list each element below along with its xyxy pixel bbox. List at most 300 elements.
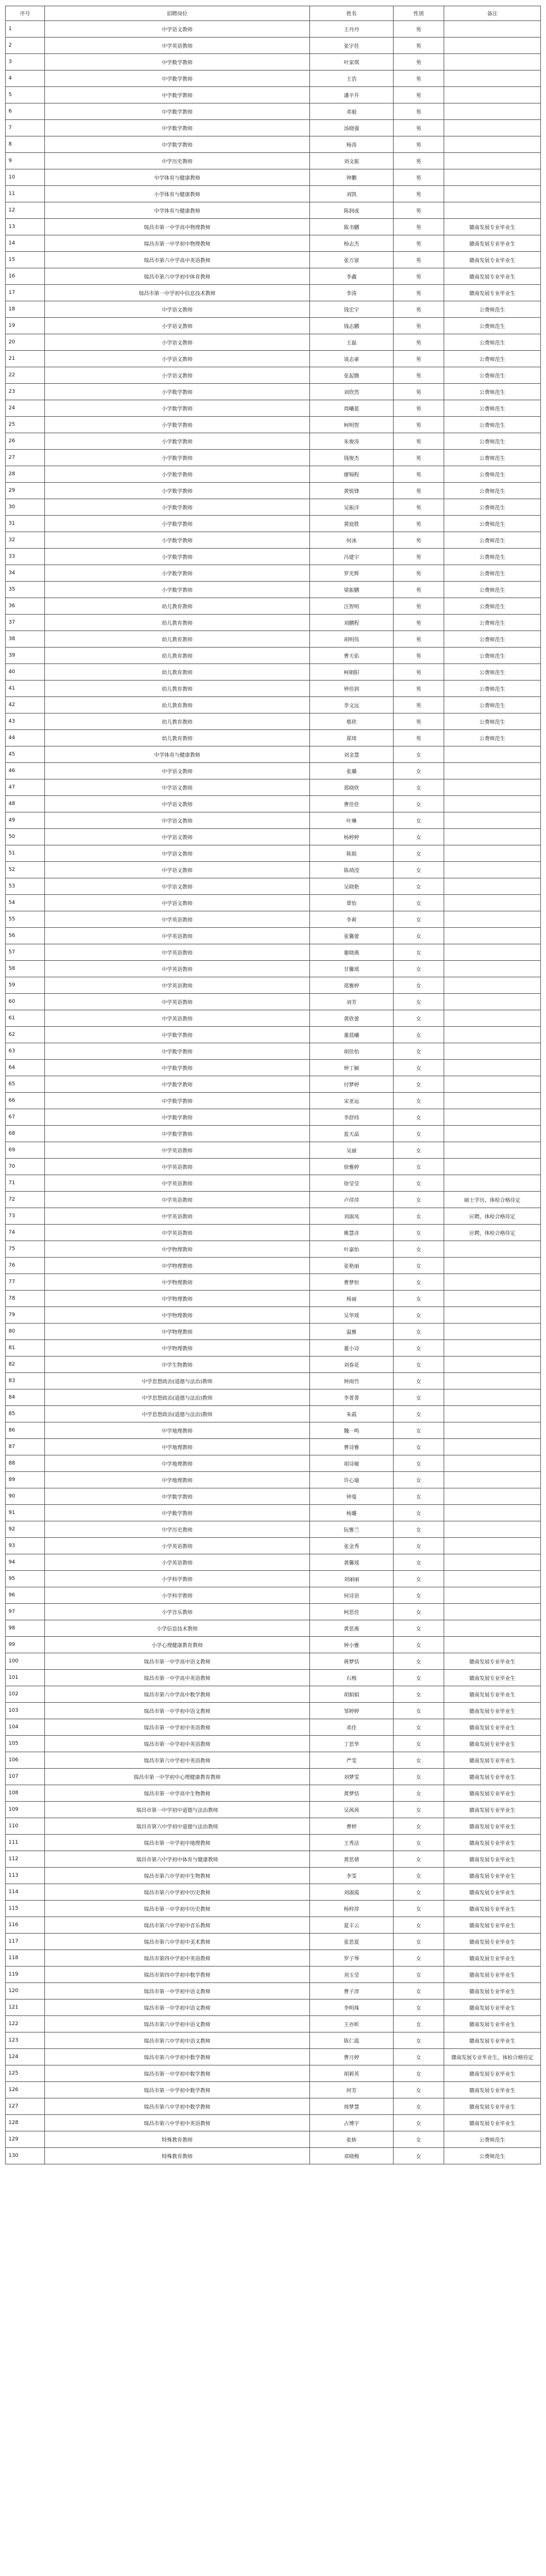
cell-name: 蔡欣 (310, 714, 394, 730)
cell-serial-number: 60 (6, 994, 45, 1010)
cell-remarks (444, 944, 541, 961)
cell-position: 瑞昌市第六中学初中数学教师 (45, 2098, 310, 2115)
cell-name: 吴振洋 (310, 499, 394, 516)
cell-name: 李雯 (310, 1868, 394, 1884)
cell-remarks: 赣南发展专业毕业生 (444, 219, 541, 235)
cell-gender: 男 (394, 202, 444, 219)
table-row (6, 1373, 541, 1389)
cell-gender: 男 (394, 252, 444, 268)
cell-name: 徐莹莹 (310, 1175, 394, 1192)
cell-position: 小学数学教师 (45, 483, 310, 499)
cell-name: 刘淑凤 (310, 1208, 394, 1225)
table-row (6, 1835, 541, 1851)
cell-position: 瑞昌市第一中学初中道德与法治教师 (45, 1802, 310, 1818)
cell-serial-number: 108 (6, 1785, 45, 1802)
cell-gender: 女 (394, 1389, 444, 1406)
cell-position: 中学数学教师 (45, 1126, 310, 1142)
cell-remarks: 公费师范生 (444, 582, 541, 598)
cell-serial-number: 126 (6, 2082, 45, 2098)
table-row (6, 1967, 541, 1983)
table-row (6, 2049, 541, 2065)
cell-serial-number: 58 (6, 961, 45, 977)
header-row (6, 6, 541, 21)
cell-name: 胡娟娟 (310, 1686, 394, 1703)
table-row (6, 1868, 541, 1884)
cell-name: 蓝天晶 (310, 1126, 394, 1142)
table-row (6, 417, 541, 433)
cell-remarks: 公费师范生 (444, 384, 541, 400)
cell-gender: 女 (394, 1818, 444, 1835)
cell-serial-number: 41 (6, 681, 45, 697)
cell-gender: 女 (394, 796, 444, 812)
cell-serial-number: 64 (6, 1060, 45, 1076)
cell-position: 中学英语教师 (45, 944, 310, 961)
cell-serial-number: 111 (6, 1835, 45, 1851)
cell-name: 潘平升 (310, 87, 394, 103)
table-row (6, 1917, 541, 1934)
cell-remarks: 公费师范生 (444, 598, 541, 615)
cell-serial-number: 103 (6, 1703, 45, 1719)
cell-remarks (444, 1439, 541, 1455)
cell-position: 瑞昌市第四中学初中英语教师 (45, 1950, 310, 1967)
cell-position: 瑞昌市第六中学初中音乐教师 (45, 1917, 310, 1934)
cell-position: 瑞昌市第六中学初中数学教师 (45, 2049, 310, 2065)
cell-remarks: 赣南发展专业毕业生 (444, 1967, 541, 1983)
cell-remarks (444, 1637, 541, 1653)
table-row (6, 763, 541, 779)
cell-remarks (444, 1488, 541, 1505)
table-row (6, 1769, 541, 1785)
cell-serial-number: 9 (6, 153, 45, 169)
cell-name: 钱志鹏 (310, 318, 394, 334)
cell-position: 幼儿教育教师 (45, 714, 310, 730)
cell-position: 小学数学教师 (45, 549, 310, 565)
cell-position: 中学数学教师 (45, 1093, 310, 1109)
cell-remarks (444, 1571, 541, 1587)
table-row (6, 1488, 541, 1505)
table-row (6, 730, 541, 746)
cell-serial-number: 79 (6, 1307, 45, 1324)
table-row (6, 2032, 541, 2049)
table-row (6, 944, 541, 961)
table-row (6, 450, 541, 466)
cell-gender: 男 (394, 285, 444, 301)
table-row (6, 516, 541, 532)
cell-remarks (444, 1027, 541, 1043)
cell-name: 占博宇 (310, 2115, 394, 2131)
table-row (6, 2148, 541, 2164)
cell-gender: 男 (394, 483, 444, 499)
cell-name: 夏丰云 (310, 1917, 394, 1934)
table-row (6, 2131, 541, 2148)
cell-name: 张璐 (310, 763, 394, 779)
table-row (6, 1521, 541, 1538)
table-row (6, 862, 541, 878)
cell-remarks: 赣南发展专业毕业生 (444, 285, 541, 301)
cell-name: 周曦蓝 (310, 400, 394, 417)
cell-serial-number: 26 (6, 433, 45, 450)
table-row (6, 1983, 541, 2000)
cell-name: 曹婷 (310, 1818, 394, 1835)
cell-gender: 男 (394, 169, 444, 186)
hiring-results-table (5, 6, 541, 2164)
cell-gender: 女 (394, 1258, 444, 1274)
cell-position: 中学数学教师 (45, 1076, 310, 1093)
cell-gender: 女 (394, 1884, 444, 1901)
table-row (6, 70, 541, 87)
cell-gender: 女 (394, 1472, 444, 1488)
cell-position: 瑞昌市第六中学高中数学教师 (45, 1686, 310, 1703)
cell-gender: 男 (394, 70, 444, 87)
cell-name: 陈娟 (310, 845, 394, 862)
table-row (6, 2016, 541, 2032)
cell-gender: 女 (394, 1010, 444, 1027)
cell-position: 中学英语教师 (45, 961, 310, 977)
cell-remarks (444, 1389, 541, 1406)
table-row (6, 928, 541, 944)
table-row (6, 994, 541, 1010)
cell-remarks: 赣南发展专业毕业生 (444, 2065, 541, 2082)
cell-position: 中学体育与健康教师 (45, 746, 310, 763)
cell-position: 瑞昌市第一中学初中物理教师 (45, 235, 310, 252)
cell-gender: 女 (394, 994, 444, 1010)
cell-gender: 女 (394, 2032, 444, 2049)
cell-gender: 女 (394, 2016, 444, 2032)
cell-gender: 女 (394, 1653, 444, 1670)
cell-serial-number: 104 (6, 1719, 45, 1736)
cell-name: 石梅 (310, 1670, 394, 1686)
cell-remarks: 赣南发展专业毕业生 (444, 1884, 541, 1901)
cell-serial-number: 93 (6, 1538, 45, 1554)
cell-position: 中学数学教师 (45, 1043, 310, 1060)
cell-name: 曹诗雅 (310, 1439, 394, 1455)
cell-position: 幼儿教育教师 (45, 697, 310, 714)
cell-gender: 女 (394, 812, 444, 829)
cell-gender: 女 (394, 746, 444, 763)
cell-position: 中学英语教师 (45, 1175, 310, 1192)
cell-gender: 女 (394, 1488, 444, 1505)
cell-name: 胡诗敏 (310, 1455, 394, 1472)
cell-position: 中学语文教师 (45, 763, 310, 779)
cell-position: 瑞昌市第六中学初中英语教师 (45, 1752, 310, 1769)
cell-position: 小学数学教师 (45, 466, 310, 483)
cell-serial-number: 78 (6, 1291, 45, 1307)
cell-gender: 男 (394, 351, 444, 367)
cell-serial-number: 75 (6, 1241, 45, 1258)
cell-serial-number: 83 (6, 1373, 45, 1389)
cell-position: 瑞昌市第一中学初中心理健康教育教师 (45, 1769, 310, 1785)
cell-gender: 男 (394, 367, 444, 384)
cell-gender: 男 (394, 598, 444, 615)
cell-name: 王浩 (310, 70, 394, 87)
cell-remarks: 赣南发展专业毕业生 (444, 1769, 541, 1785)
cell-name: 刘丽丽 (310, 1571, 394, 1587)
cell-gender: 女 (394, 1769, 444, 1785)
cell-position: 瑞昌市第六中学初中体育教师 (45, 268, 310, 285)
table-row (6, 1901, 541, 1917)
cell-remarks (444, 812, 541, 829)
cell-name: 邓晓梅 (310, 2148, 394, 2164)
table-row (6, 318, 541, 334)
cell-gender: 男 (394, 648, 444, 664)
cell-name: 刘凯 (310, 186, 394, 202)
cell-remarks: 公费师范生 (444, 697, 541, 714)
cell-position: 中学物理教师 (45, 1340, 310, 1357)
cell-serial-number: 84 (6, 1389, 45, 1406)
table-row (6, 120, 541, 136)
cell-remarks (444, 1587, 541, 1604)
cell-serial-number: 129 (6, 2131, 45, 2148)
table-row (6, 153, 541, 169)
cell-serial-number: 102 (6, 1686, 45, 1703)
cell-gender: 女 (394, 928, 444, 944)
cell-name: 杨丽 (310, 1291, 394, 1307)
cell-gender: 男 (394, 549, 444, 565)
cell-gender: 女 (394, 1736, 444, 1752)
table-row (6, 400, 541, 417)
cell-name: 张馨蕾 (310, 928, 394, 944)
cell-gender: 男 (394, 120, 444, 136)
cell-name: 刘文振 (310, 153, 394, 169)
table-row (6, 2098, 541, 2115)
cell-name: 李菁菁 (310, 1389, 394, 1406)
cell-serial-number: 85 (6, 1406, 45, 1422)
table-row (6, 1571, 541, 1587)
cell-name: 梁振鹏 (310, 582, 394, 598)
cell-remarks (444, 1159, 541, 1175)
cell-position: 中学历史教师 (45, 153, 310, 169)
cell-remarks: 公费师范生 (444, 681, 541, 697)
table-row (6, 202, 541, 219)
cell-name: 严雯 (310, 1752, 394, 1769)
cell-name: 曹月婷 (310, 2049, 394, 2065)
cell-position: 中学地理教师 (45, 1422, 310, 1439)
cell-remarks: 公费师范生 (444, 714, 541, 730)
table-row (6, 136, 541, 153)
cell-position: 小学语文教师 (45, 351, 310, 367)
cell-position: 中学英语教师 (45, 1225, 310, 1241)
table-row (6, 1472, 541, 1488)
cell-serial-number: 23 (6, 384, 45, 400)
cell-name: 张思夏 (310, 1934, 394, 1950)
cell-name: 蒋梦恬 (310, 1653, 394, 1670)
cell-name: 陈书鹏 (310, 219, 394, 235)
cell-name: 阮雅兰 (310, 1521, 394, 1538)
cell-serial-number: 38 (6, 631, 45, 648)
cell-name: 刘芳 (310, 994, 394, 1010)
table-row (6, 1043, 541, 1060)
cell-gender: 女 (394, 1142, 444, 1159)
cell-gender: 男 (394, 664, 444, 681)
cell-serial-number: 97 (6, 1604, 45, 1620)
cell-gender: 女 (394, 1241, 444, 1258)
cell-remarks: 赣南发展专业毕业生 (444, 2000, 541, 2016)
table-row (6, 1241, 541, 1258)
cell-remarks (444, 1010, 541, 1027)
cell-gender: 女 (394, 1126, 444, 1142)
table-row (6, 235, 541, 252)
cell-serial-number: 71 (6, 1175, 45, 1192)
table-row (6, 895, 541, 911)
cell-name: 钟小雅 (310, 1637, 394, 1653)
cell-serial-number: 118 (6, 1950, 45, 1967)
cell-position: 中学物理教师 (45, 1241, 310, 1258)
cell-remarks (444, 1373, 541, 1389)
cell-name: 李涛 (310, 285, 394, 301)
cell-name: 张宇佳 (310, 38, 394, 54)
cell-position: 中学体育与健康教师 (45, 169, 310, 186)
cell-position: 瑞昌市第一中学高中英语教师 (45, 1670, 310, 1686)
table-row (6, 1093, 541, 1109)
cell-name: 曹佳佳 (310, 796, 394, 812)
cell-remarks (444, 1126, 541, 1142)
cell-serial-number: 123 (6, 2032, 45, 2049)
cell-position: 瑞昌市第一中学初中地理教师 (45, 1835, 310, 1851)
cell-name: 刘玉莹 (310, 1967, 394, 1983)
table-row (6, 1538, 541, 1554)
cell-serial-number: 100 (6, 1653, 45, 1670)
cell-position: 瑞昌市第六中学初中语文教师 (45, 2032, 310, 2049)
cell-serial-number: 98 (6, 1620, 45, 1637)
cell-serial-number: 45 (6, 746, 45, 763)
table-row (6, 1274, 541, 1291)
cell-gender: 女 (394, 911, 444, 928)
cell-remarks (444, 1604, 541, 1620)
cell-position: 中学地理教师 (45, 1472, 310, 1488)
cell-serial-number: 72 (6, 1192, 45, 1208)
cell-serial-number: 14 (6, 235, 45, 252)
cell-serial-number: 130 (6, 2148, 45, 2164)
cell-remarks (444, 1538, 541, 1554)
cell-remarks: 公费师范生 (444, 532, 541, 549)
cell-serial-number: 52 (6, 862, 45, 878)
cell-name: 魏一鸣 (310, 1422, 394, 1439)
cell-gender: 男 (394, 466, 444, 483)
cell-gender: 女 (394, 895, 444, 911)
cell-remarks (444, 54, 541, 70)
cell-serial-number: 49 (6, 812, 45, 829)
cell-name: 钟雨竹 (310, 1373, 394, 1389)
cell-name: 李明珠 (310, 2000, 394, 2016)
cell-gender: 女 (394, 944, 444, 961)
cell-name: 姚慧彦 (310, 1225, 394, 1241)
cell-gender: 男 (394, 582, 444, 598)
table-row (6, 1258, 541, 1274)
cell-gender: 女 (394, 1505, 444, 1521)
table-row (6, 1719, 541, 1736)
cell-remarks (444, 994, 541, 1010)
table-row (6, 186, 541, 202)
table-row (6, 21, 541, 38)
cell-position: 中学数学教师 (45, 54, 310, 70)
header-remarks: 备注 (444, 6, 541, 21)
cell-serial-number: 116 (6, 1917, 45, 1934)
table-row (6, 103, 541, 120)
cell-position: 瑞昌市第一中学初中信息技术教师 (45, 285, 310, 301)
cell-remarks: 公费师范生 (444, 400, 541, 417)
cell-remarks: 公费师范生 (444, 730, 541, 746)
cell-gender: 女 (394, 1901, 444, 1917)
cell-gender: 男 (394, 499, 444, 516)
cell-remarks: 公费师范生 (444, 334, 541, 351)
cell-position: 中学语文教师 (45, 796, 310, 812)
cell-remarks (444, 70, 541, 87)
cell-name: 杨婷婷 (310, 829, 394, 845)
cell-position: 小学数学教师 (45, 565, 310, 582)
cell-position: 小学科学教师 (45, 1571, 310, 1587)
cell-gender: 女 (394, 961, 444, 977)
cell-gender: 女 (394, 1192, 444, 1208)
cell-serial-number: 55 (6, 911, 45, 928)
table-row (6, 1208, 541, 1225)
cell-serial-number: 54 (6, 895, 45, 911)
cell-serial-number: 69 (6, 1142, 45, 1159)
cell-name: 黄锐锋 (310, 483, 394, 499)
cell-name: 李莉 (310, 911, 394, 928)
table-row (6, 1802, 541, 1818)
cell-name: 甘馨瑶 (310, 961, 394, 977)
table-row (6, 779, 541, 796)
cell-gender: 男 (394, 417, 444, 433)
cell-serial-number: 18 (6, 301, 45, 318)
header-gender: 性别 (394, 6, 444, 21)
table-row (6, 2000, 541, 2016)
cell-remarks: 赣南发展专业毕业生 (444, 1736, 541, 1752)
cell-serial-number: 106 (6, 1752, 45, 1769)
cell-gender: 女 (394, 1324, 444, 1340)
table-row (6, 1291, 541, 1307)
cell-name: 钟丁颖 (310, 1060, 394, 1076)
table-row (6, 1389, 541, 1406)
cell-gender: 女 (394, 977, 444, 994)
cell-position: 瑞昌市第六中学初中英语教师 (45, 2115, 310, 2131)
cell-gender: 女 (394, 1554, 444, 1571)
cell-remarks: 赣南发展专业毕业生 (444, 1950, 541, 1967)
cell-remarks: 赣南发展专业毕业生 (444, 1835, 541, 1851)
cell-position: 瑞昌市第六中学高中英语教师 (45, 252, 310, 268)
cell-position: 瑞昌市第一中学初中英语教师 (45, 1736, 310, 1752)
table-row (6, 1653, 541, 1670)
cell-remarks: 赣南发展专业毕业生 (444, 1719, 541, 1736)
cell-gender: 男 (394, 301, 444, 318)
cell-serial-number: 10 (6, 169, 45, 186)
cell-position: 小学英语教师 (45, 1554, 310, 1571)
cell-gender: 女 (394, 1604, 444, 1620)
cell-serial-number: 34 (6, 565, 45, 582)
cell-remarks (444, 1093, 541, 1109)
cell-remarks (444, 1241, 541, 1258)
cell-name: 黄梦恬 (310, 1785, 394, 1802)
cell-gender: 女 (394, 1587, 444, 1604)
table-row (6, 1439, 541, 1455)
cell-serial-number: 120 (6, 1983, 45, 2000)
cell-name: 董晨曦 (310, 1027, 394, 1043)
cell-remarks (444, 1554, 541, 1571)
cell-serial-number: 101 (6, 1670, 45, 1686)
cell-position: 中学英语教师 (45, 994, 310, 1010)
cell-serial-number: 88 (6, 1455, 45, 1472)
cell-serial-number: 6 (6, 103, 45, 120)
cell-name: 陈仁霞 (310, 2032, 394, 2049)
cell-gender: 女 (394, 1208, 444, 1225)
cell-serial-number: 4 (6, 70, 45, 87)
cell-gender: 女 (394, 1950, 444, 1967)
cell-gender: 女 (394, 1422, 444, 1439)
cell-position: 中学英语教师 (45, 1142, 310, 1159)
cell-gender: 女 (394, 1917, 444, 1934)
table-row (6, 598, 541, 615)
cell-name: 邹婷婷 (310, 1703, 394, 1719)
